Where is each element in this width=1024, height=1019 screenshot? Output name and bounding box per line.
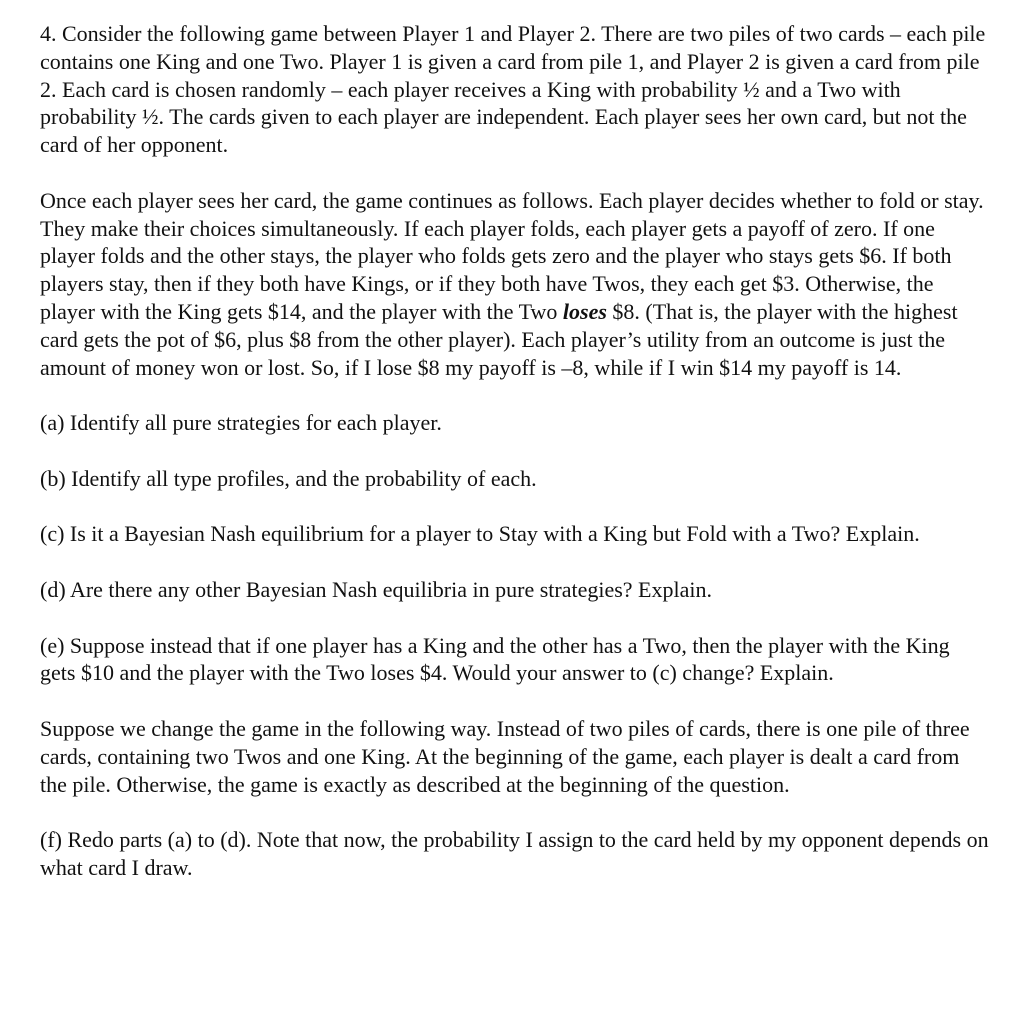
part-a: (a) Identify all pure strategies for each player. — [40, 410, 442, 436]
part-c: (c) Is it a Bayesian Nash equilibrium for a player to Stay with a King but Fold with a Two? Explain. — [40, 521, 920, 547]
rules-text-2: $8. (That is, the player with the highest card gets the pot of $6, plus $8 from the other player). Each player’s utility from an outcome is just the amount of money won or lost. So, if I lose $8 my payoff is –8, while if I win $14 my payoff is 14. — [40, 298, 958, 380]
rules-emphasis: loses — [562, 298, 607, 324]
part-d: (d) Are there any other Bayesian Nash equilibria in pure strategies? Explain. — [40, 576, 712, 602]
question-intro: 4. Consider the following game between Player 1 and Player 2. There are two piles of two cards – each pile contains one King and one Two. Player 1 is given a card from pile 1, and Player 2 is given a card from pile 2. Each card is chosen randomly – each player receives a King with probability ½ and a Two with probability ½. The cards given to each player are independent. Each player sees her own card, but not the card of her opponent. — [40, 21, 986, 158]
part-e: (e) Suppose instead that if one player has a King and the other has a Two, then the player with the King gets $10 and the player with the Two loses $4. Would your answer to (c) change? Explain. — [40, 632, 950, 686]
part-f: (f) Redo parts (a) to (d). Note that now, the probability I assign to the card held by my opponent depends on what card I draw. — [40, 827, 989, 880]
document-body — [40, 20, 990, 882]
game-rules — [40, 187, 990, 382]
rules-text-1: Once each player sees her card, the game continues as follows. Each player decides whether to fold or stay. They make their choices simultaneously. If each player folds, each player gets a payoff of zero. If one player folds and the other stays, the player who folds gets zero and the player who stays gets $6. If both players stay, then if they both have Kings, or if they both have Twos, they each get $3. Otherwise, the player with the King gets $14, and the player with the Two — [40, 187, 984, 324]
part-b: (b) Identify all type profiles, and the probability of each. — [40, 465, 537, 491]
game-variant: Suppose we change the game in the following way. Instead of two piles of cards, there is one pile of three cards, containing two Twos and one King. At the beginning of the game, each player is dealt a card from the pile. Otherwise, the game is exactly as described at the beginning of the question. — [40, 715, 970, 797]
